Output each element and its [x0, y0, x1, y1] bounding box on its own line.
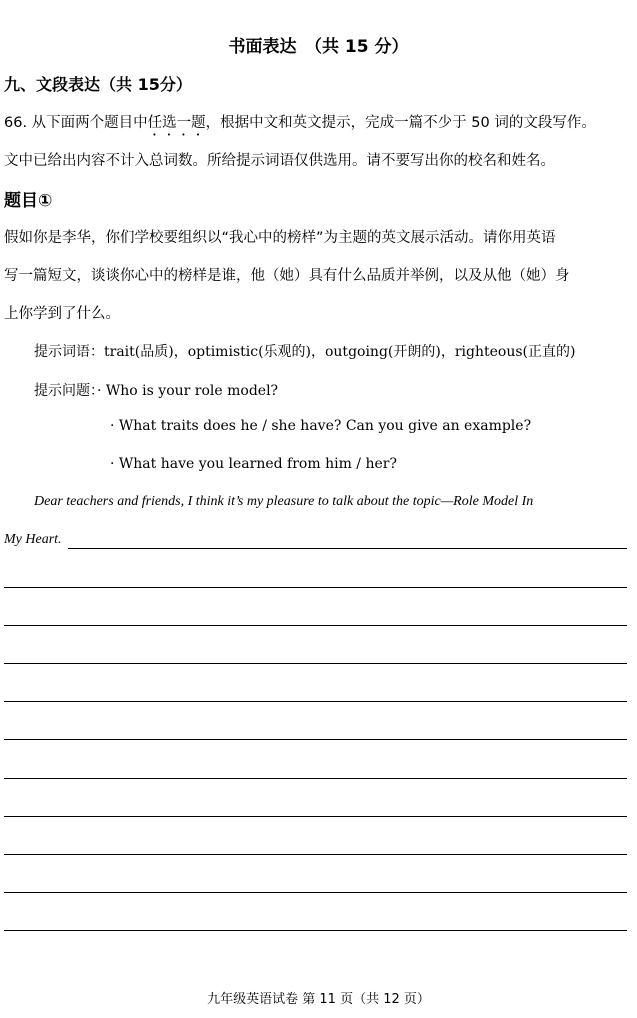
page-title: 书面表达 （共 15 分） — [228, 37, 409, 57]
writing-line[interactable] — [4, 739, 627, 740]
hint-words-label: 提示词语： — [34, 344, 104, 360]
question-instruction-emphasis: 任选一题 — [147, 115, 206, 131]
writing-line[interactable] — [4, 778, 627, 779]
question-instruction-post: ，根据中文和英文提示，完成一篇不少于 50 词的文段写作。 — [205, 115, 596, 131]
writing-line[interactable] — [4, 663, 627, 664]
question-instruction-line-2: 文中已给出内容不计入总词数。所给提示词语仅供选用。请不要写出你的校名和姓名。 — [4, 153, 555, 169]
topic-prompt-line-3: 上你学到了什么。 — [4, 306, 120, 322]
page-footer: 九年级英语试卷 第 11 页（共 12 页） — [207, 992, 430, 1007]
hint-questions-row — [34, 380, 278, 400]
section-heading: 九、文段表达（共 15分） — [4, 75, 192, 94]
topic-prompt-line-2: 写一篇短文，谈谈你心中的榜样是谁，他（她）具有什么品质并举例，以及从他（她）身 — [4, 268, 570, 284]
topic-prompt-line-1: 假如你是李华，你们学校要组织以“我心中的榜样”为主题的英文展示活动。请你用英语 — [4, 230, 556, 246]
question-instruction-line-1 — [4, 111, 596, 139]
opening-sentence-line-2: My Heart. — [4, 532, 62, 547]
hint-question-3: · What have you learned from him / her? — [110, 456, 397, 472]
hint-questions-label: 提示问题： — [34, 383, 97, 399]
opening-sentence-line-1: Dear teachers and friends, I think it’s my pleasure to talk about the topic—Role Model In — [34, 494, 534, 509]
writing-line[interactable] — [4, 892, 627, 893]
question-instruction-pre: 66. 从下面两个题目中 — [4, 115, 148, 131]
writing-line[interactable] — [4, 930, 627, 931]
hint-words-row — [34, 341, 575, 361]
writing-line[interactable] — [4, 625, 627, 626]
writing-line[interactable] — [4, 854, 627, 855]
writing-line[interactable] — [4, 587, 627, 588]
writing-line[interactable] — [4, 816, 627, 817]
topic-heading: 题目① — [4, 191, 53, 211]
hint-question-1: · Who is your role model? — [97, 383, 279, 399]
hint-words: trait(品质)，optimistic(乐观的)，outgoing(开朗的)，righteous(正直的) — [104, 344, 576, 360]
hint-question-2: · What traits does he / she have? Can you give an example? — [110, 418, 532, 434]
writing-line[interactable] — [4, 701, 627, 702]
writing-line[interactable] — [68, 548, 627, 549]
